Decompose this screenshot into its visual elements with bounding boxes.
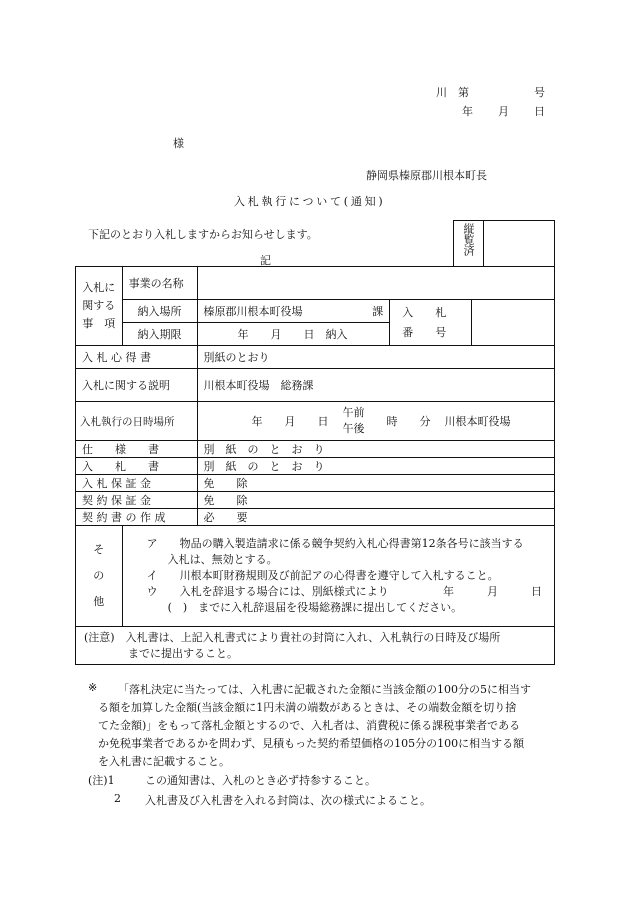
other-label-cell — [76, 526, 123, 627]
delivery-place-label: 納入場所 — [122, 300, 197, 323]
explanation-value: 川根本町役場 総務課 — [197, 369, 554, 402]
explanation-label: 入札に関する説明 — [76, 369, 198, 402]
delivery-place-ka: 課 — [372, 305, 384, 318]
caution-line-2: までに提出すること。 — [84, 646, 238, 660]
execution-place: 川根本町役場 — [444, 415, 511, 428]
execution-datetime-label: 入札執行の日時場所 — [76, 402, 198, 441]
other-i-line: イ 川根本町財務規則及び前記アの心得書を遵守して入札すること。 — [146, 569, 499, 582]
chu-line-1: この通知書は、入札のとき必ず持参すること。 — [145, 774, 376, 787]
kome-line-1: 「落札決定に当たっては、入札書に記載された金額に当該金額の100分の5に相当す — [118, 683, 531, 696]
stamp-box — [453, 220, 555, 266]
project-name-label: 事業の名称 — [122, 267, 197, 300]
other-content-cell — [122, 526, 554, 627]
bid-number-label-cell — [390, 300, 472, 346]
kome-note — [98, 681, 568, 771]
doc-number-prefix: 川 — [436, 86, 447, 99]
bid-info-table — [75, 266, 555, 665]
date-day: 日 — [534, 105, 545, 118]
bid-number-label-2: 番 号 — [402, 325, 447, 339]
bid-deposit-label: 入 札 保 証 金 — [76, 475, 198, 492]
doc-number-go: 号 — [534, 86, 545, 99]
stamp-label — [454, 221, 484, 267]
date-year: 年 — [462, 105, 473, 118]
addressee-suffix: 様 — [173, 137, 184, 150]
delivery-deadline-value: 年 月 日 納入 — [197, 323, 390, 346]
other-u-line-1: ウ 入札を辞退する場合には、別紙様式により — [146, 585, 389, 598]
intro-text: 下記のとおり入札しますからお知らせします。 — [88, 228, 318, 241]
caution-cell — [76, 627, 555, 665]
delivery-place-cell — [197, 300, 390, 323]
group-label-line-2: 関する — [82, 299, 116, 312]
doc-number-dai: 第 — [458, 86, 469, 99]
spec-value: 別 紙 の と お り — [197, 441, 554, 458]
other-a-line-1: ア 物品の購入製造請求に係る競争契約入札心得書第12条各号に該当する — [146, 537, 524, 550]
execution-date: 年 月 日 — [251, 415, 329, 428]
chu-2-number: 2 — [114, 792, 121, 805]
execution-datetime-cell — [197, 402, 554, 441]
other-label-3: 他 — [93, 595, 105, 608]
bid-guide-label: 入 札 心 得 書 — [76, 346, 198, 369]
bid-form-label: 入 札 書 — [76, 458, 198, 475]
kome-line-5: を入札書に記載すること。 — [98, 755, 230, 768]
delivery-place-value: 榛原郡川根本町役場 — [203, 305, 303, 318]
other-label-1: そ — [93, 543, 105, 556]
document-title: 入札執行について(通知) — [234, 195, 386, 208]
am-label: 午前 — [342, 406, 365, 419]
bid-guide-value: 別紙のとおり — [197, 346, 554, 369]
bid-number-value — [472, 300, 555, 346]
other-u-date: 年 月 日 — [443, 585, 542, 598]
bid-form-value: 別 紙 の と お り — [197, 458, 554, 475]
kome-line-3: てた金額)」をもって落札金額とするので、入札者は、消費税に係る課税事業者である — [98, 719, 521, 732]
caution-line-1: (注意) 入札書は、上記入札書式により貴社の封筒に入れ、入札執行の日時及び場所 — [84, 630, 501, 644]
date-month: 月 — [498, 105, 509, 118]
spec-label: 仕 様 書 — [76, 441, 198, 458]
other-label-2: の — [93, 569, 105, 582]
contract-deposit-label: 契 約 保 証 金 — [76, 492, 198, 509]
group-label-line-3: 事 項 — [82, 317, 116, 330]
kome-line-4: か免税事業者であるかを問わず、見積もった契約希望価格の105分の100に相当する額 — [98, 737, 525, 750]
execution-time: 時 分 — [386, 415, 431, 428]
bid-number-label-1: 入 札 — [402, 305, 447, 319]
sender-name: 静岡県榛原郡川根本町長 — [366, 169, 487, 182]
other-u-line-2: ( ) までに入札辞退届を役場総務課に提出してください。 — [156, 601, 463, 614]
contract-creation-label: 契 約 書 の 作 成 — [76, 509, 198, 526]
stamp-label-text: 縦覧済 — [462, 223, 475, 256]
kome-line-2: る額を加算した金額(当該金額に1円未満の端数があるときは、その端数金額を切り捨 — [98, 701, 517, 714]
chu-label: (注)1 — [88, 774, 115, 787]
other-a-line-2: 入札は、無効とする。 — [156, 553, 278, 566]
group-label-cell — [76, 267, 123, 346]
ki-mark: 記 — [260, 254, 271, 267]
group-label-line-1: 入札に — [82, 281, 116, 294]
am-pm — [343, 405, 365, 437]
contract-deposit-value: 免 除 — [197, 492, 554, 509]
project-name-value — [197, 267, 554, 300]
contract-creation-value: 必 要 — [197, 509, 554, 526]
kome-mark: ※ — [88, 681, 98, 694]
bid-deposit-value: 免 除 — [197, 475, 554, 492]
chu-line-2: 入札書及び入札書を入れる封筒は、次の様式によること。 — [145, 794, 431, 807]
pm-label: 午後 — [342, 422, 365, 435]
delivery-deadline-label: 納入期限 — [122, 323, 197, 346]
